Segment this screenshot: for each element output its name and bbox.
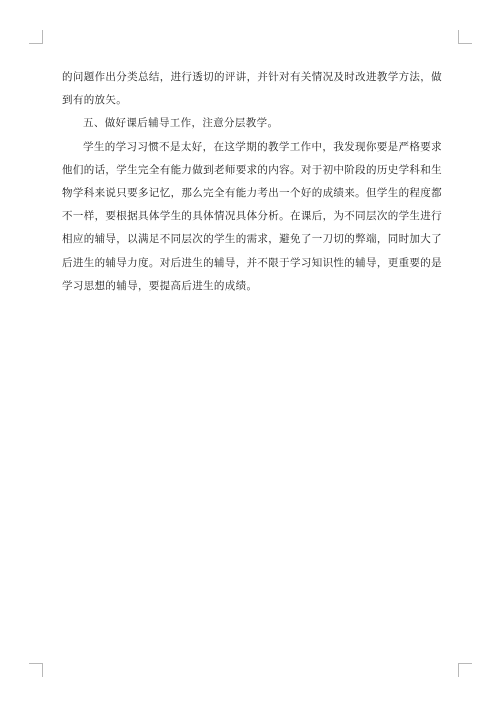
paragraph-continuation: 的问题作出分类总结，进行透切的评讲，并针对有关情况及时改进教学方法，做到有的放矢。 bbox=[62, 71, 442, 107]
section-heading: 五、做好课后辅导工作，注意分层教学。 bbox=[83, 117, 279, 130]
crop-mark-top-right bbox=[458, 30, 472, 44]
paragraph-body: 学生的学习习惯不是太好，在这学期的教学工作中，我发现你要是严格要求他们的话，学生完全有能力做到老师要求的内容。对于初中阶段的历史学科和生物学科来说只要多记忆，那么完全有能力考出一个好的成绩来。但学生的程度都不一样，要根据具体学生的具体情况具体分析。在课后，为不同层次的学生进行相应的辅导，以满足不同层次的学生的需求，避免了一刀切的弊端，同时加大了后进生的辅导力度。对后进生的辅导，并不限于学习知识性的辅导，更重要的是学习思想的辅导，要提高后进生的成绩。 bbox=[62, 140, 442, 292]
crop-mark-bottom-right bbox=[458, 663, 472, 677]
crop-mark-top-left bbox=[29, 30, 43, 44]
crop-mark-bottom-left bbox=[29, 663, 43, 677]
document-body bbox=[62, 66, 442, 298]
